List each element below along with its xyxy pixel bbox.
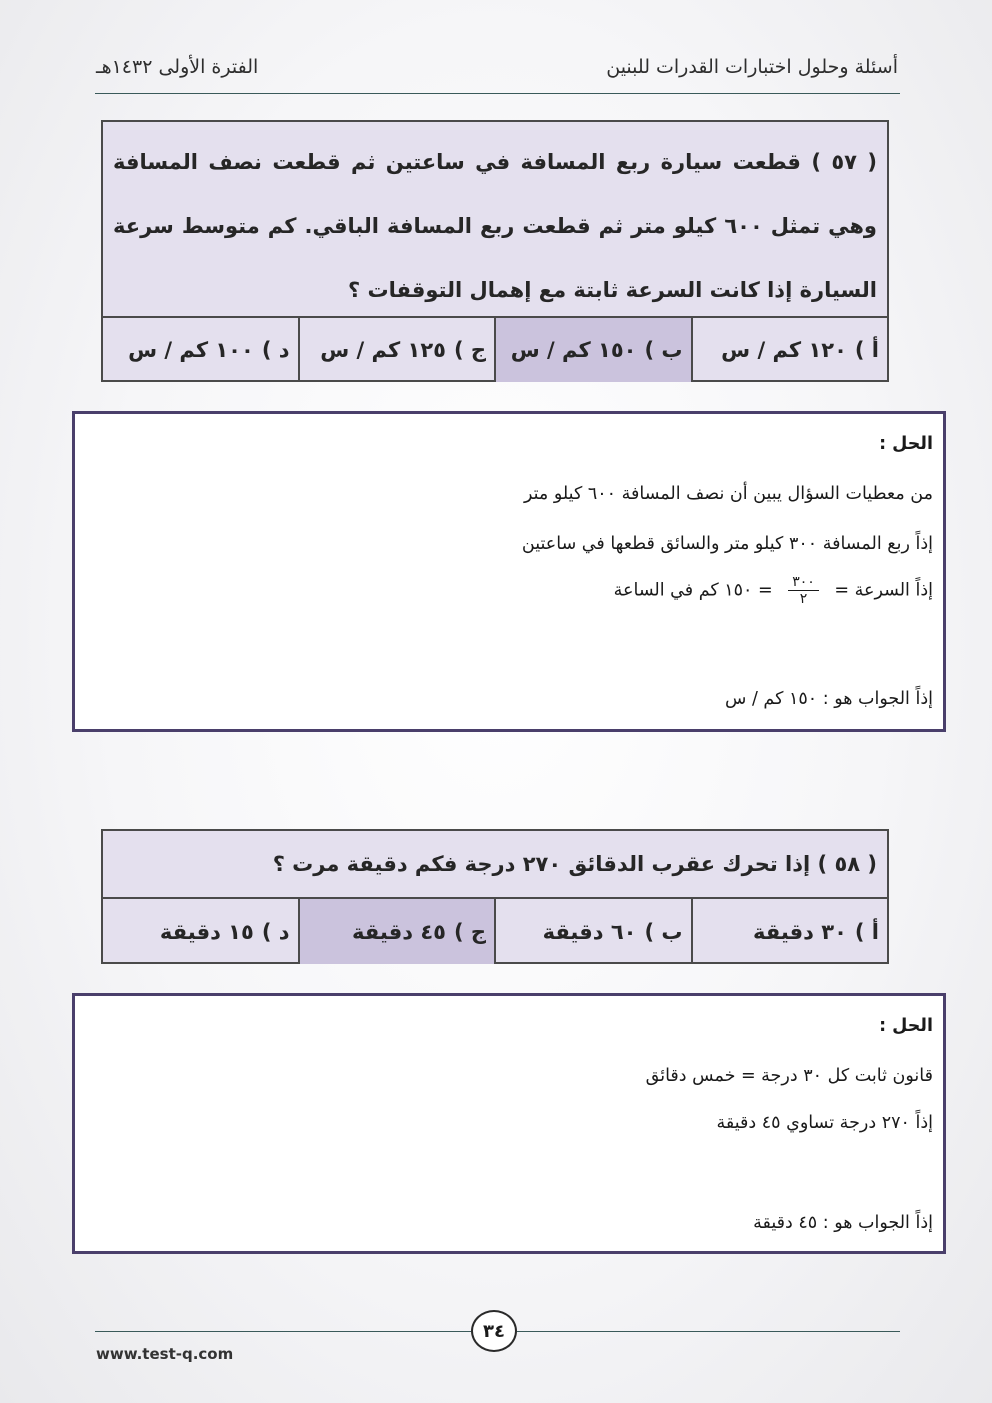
option-value: ١٥ دقيقة — [159, 919, 254, 944]
fraction-denominator: ٢ — [799, 591, 808, 607]
option-value: ٤٥ دقيقة — [352, 919, 446, 944]
header-divider — [95, 93, 900, 94]
option-letter: ج ) — [453, 919, 486, 944]
option-c[interactable] — [298, 318, 495, 382]
option-value: ١٢٠ كم / س — [721, 338, 847, 362]
speed-label: إذاً السرعة = — [834, 580, 933, 601]
solution-answer: إذاً الجواب هو : ١٥٠ كم / س — [725, 689, 933, 709]
option-letter: د ) — [261, 338, 290, 362]
option-value: ٦٠ دقيقة — [542, 919, 637, 944]
option-value: ١٠٠ كم / س — [128, 338, 254, 362]
solution-line: إذاً ربع المسافة ٣٠٠ كيلو متر والسائق قطعها في ساعتين — [521, 534, 933, 554]
header-period: الفترة الأولى ١٤٣٢هـ — [96, 56, 259, 78]
question-57-text: ( ٥٧ ) قطعت سيارة ربع المسافة في ساعتين ثم قطعت نصف المسافة وهي تمثل ٦٠٠ كيلو متر ثم قطعت ربع المسافة الباقي. كم متوسط سرعة السيارة إذا كانت السرعة ثابتة مع إهمال التوقفات ؟ — [113, 150, 877, 302]
solution-line: إذاً ٢٧٠ درجة تساوي ٤٥ دقيقة — [716, 1113, 933, 1133]
solution-line: قانون ثابت كل ٣٠ درجة = خمس دقائق — [645, 1066, 933, 1086]
option-letter: د ) — [261, 919, 290, 944]
solution-heading: الحل : — [879, 1016, 933, 1036]
option-letter: ب ) — [644, 338, 683, 362]
option-value: ١٢٥ كم / س — [320, 338, 446, 362]
option-a[interactable] — [691, 318, 888, 382]
option-b[interactable] — [494, 899, 691, 964]
footer-url[interactable]: www.test-q.com — [96, 1345, 234, 1363]
solution-line: من معطيات السؤال يبين أن نصف المسافة ٦٠٠ كيلو متر — [523, 484, 933, 504]
fraction-numerator: ٣٠٠ — [788, 574, 819, 591]
option-c-selected[interactable] — [298, 899, 495, 964]
footer-divider-right — [517, 1331, 900, 1332]
option-d[interactable] — [103, 899, 298, 964]
solution-57-box — [72, 411, 946, 732]
option-b-selected[interactable] — [494, 318, 691, 382]
option-letter: أ ) — [854, 919, 879, 944]
option-value: ١٥٠ كم / س — [510, 338, 637, 362]
solution-answer: إذاً الجواب هو : ٤٥ دقيقة — [753, 1213, 933, 1233]
question-57-options — [103, 316, 887, 382]
page-number: ٣٤ — [471, 1310, 517, 1352]
option-a[interactable] — [691, 899, 888, 964]
solution-heading: الحل : — [879, 434, 933, 454]
option-letter: ب ) — [644, 919, 683, 944]
option-letter: ج ) — [453, 338, 486, 362]
question-58-options — [103, 897, 887, 964]
question-58-text: ( ٥٨ ) إذا تحرك عقرب الدقائق ٢٧٠ درجة فكم دقيقة مرت ؟ — [272, 852, 877, 876]
question-57-box — [101, 120, 889, 382]
option-letter: أ ) — [854, 338, 879, 362]
fraction — [788, 574, 819, 607]
speed-equation — [614, 574, 933, 607]
option-value: ٣٠ دقيقة — [752, 919, 847, 944]
solution-58-box — [72, 993, 946, 1254]
question-58-box — [101, 829, 889, 964]
option-d[interactable] — [103, 318, 298, 382]
footer-divider-left — [95, 1331, 471, 1332]
speed-result: = ١٥٠ كم في الساعة — [613, 580, 773, 601]
header-title: أسئلة وحلول اختبارات القدرات للبنين — [606, 56, 898, 78]
